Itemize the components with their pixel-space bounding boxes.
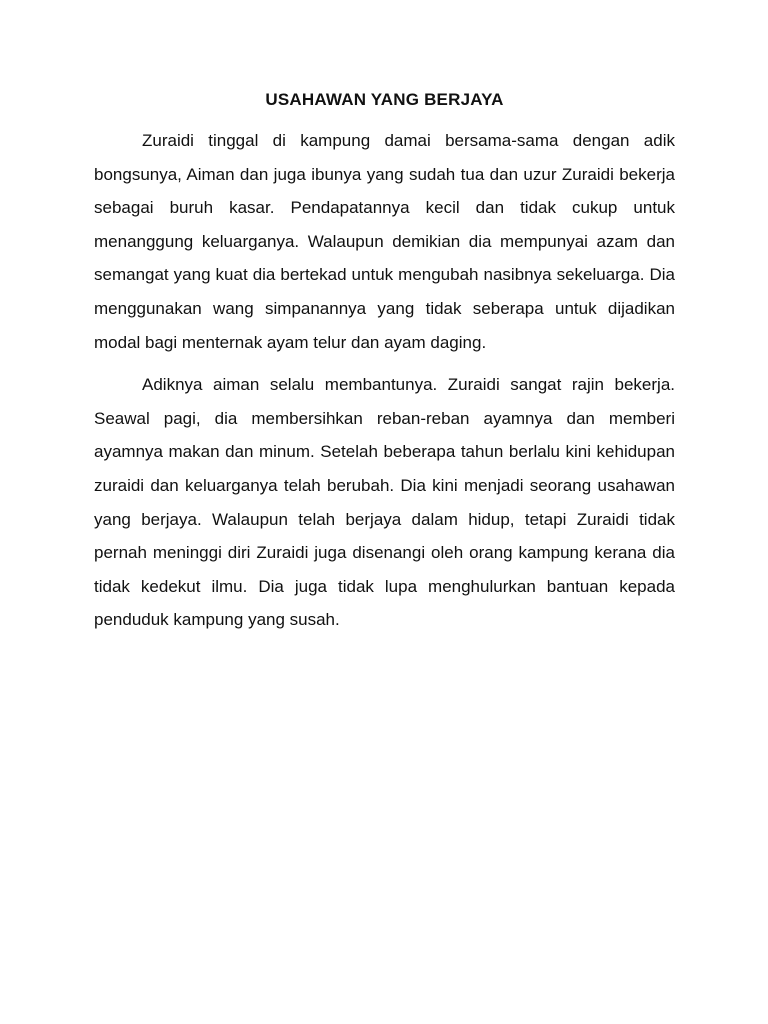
document-title: USAHAWAN YANG BERJAYA (265, 90, 504, 109)
document-body (94, 88, 675, 646)
paragraph-2: Adiknya aiman selalu membantunya. Zuraidi sangat rajin bekerja. Seawal pagi, dia membersihkan reban-reban ayamnya dan memberi ayamnya makan dan minum. Setelah beberapa tahun berlalu kini kehidupan zuraidi dan keluarganya telah berubah. Dia kini menjadi seorang usahawan yang berjaya. Walaupun telah berjaya dalam hidup, tetapi Zuraidi tidak pernah meninggi diri Zuraidi juga disenangi oleh orang kampung kerana dia tidak kedekut ilmu. Dia juga tidak lupa menghulurkan bantuan kepada penduduk kampung yang susah. (94, 375, 675, 630)
paragraph-1: Zuraidi tinggal di kampung damai bersama-sama dengan adik bongsunya, Aiman dan juga ibunya yang sudah tua dan uzur Zuraidi bekerja sebagai buruh kasar. Pendapatannya kecil dan tidak cukup untuk menanggung keluarganya. Walaupun demikian dia mempunyai azam dan semangat yang kuat dia bertekad untuk mengubah nasibnya sekeluarga. Dia menggunakan wang simpanannya yang tidak seberapa untuk dijadikan modal bagi menternak ayam telur dan ayam daging. (94, 131, 675, 352)
